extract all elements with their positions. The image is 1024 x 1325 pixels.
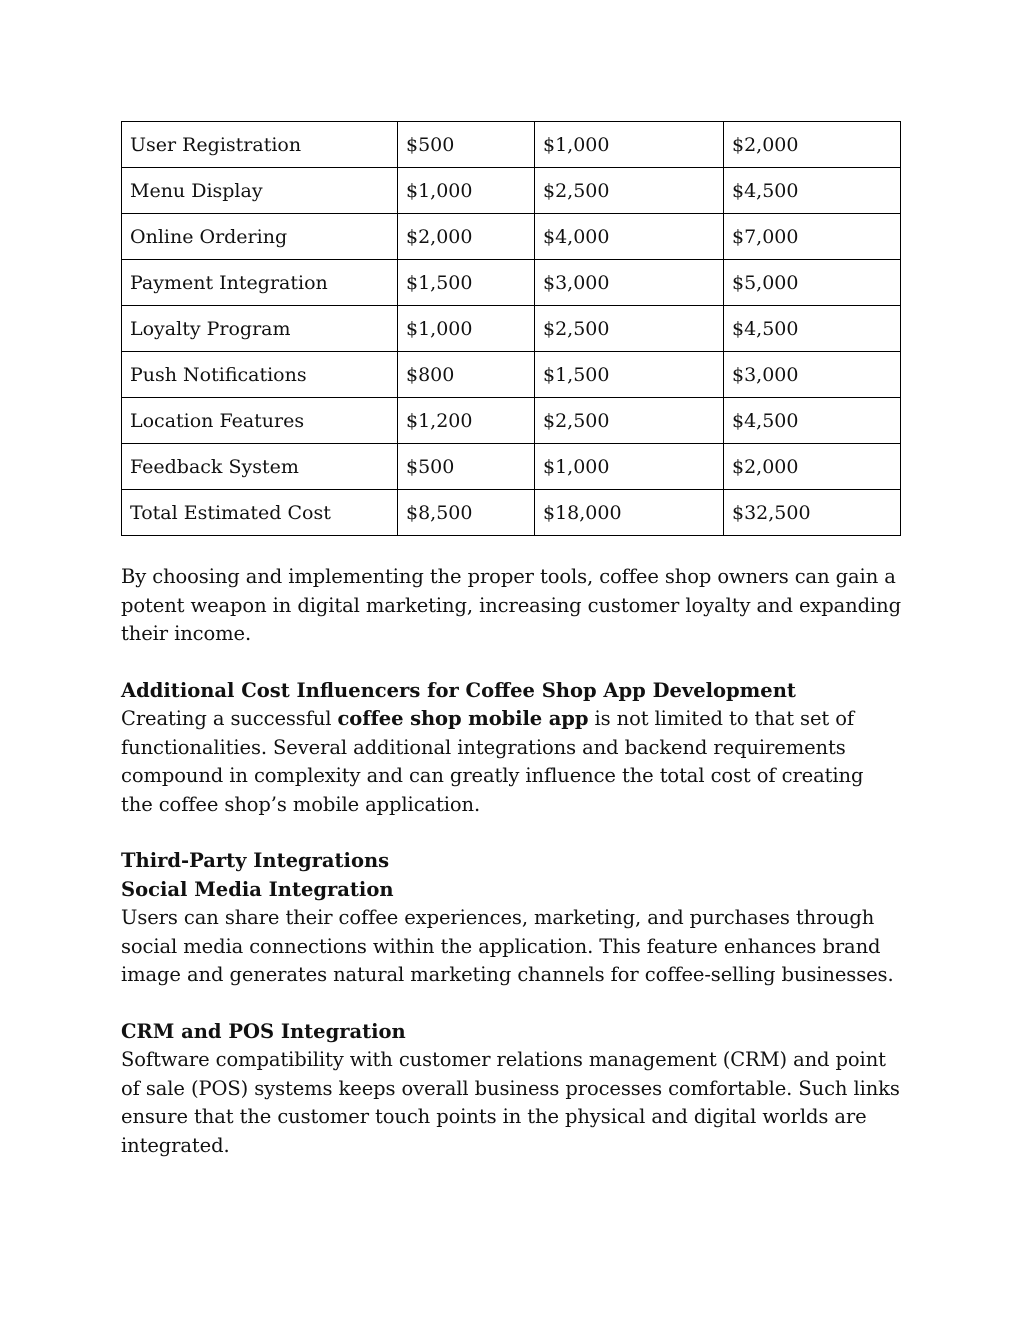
feature-cost-table <box>121 121 901 536</box>
social-media-paragraph: Users can share their coffee experiences, marketing, and purchases through social media connections within the application. This feature enhances brand image and generates natural marketing channels for coffee-selling businesses. <box>121 906 894 986</box>
table-row <box>122 398 901 444</box>
basic-cost-cell: $500 <box>398 444 535 490</box>
advanced-cost-cell: $4,500 <box>724 306 901 352</box>
table-row <box>122 214 901 260</box>
additional-cost-heading: Additional Cost Influencers for Coffee Shop App Development <box>121 678 796 702</box>
crm-pos-paragraph: Software compatibility with customer relations management (CRM) and point of sale (POS) systems keeps overall business processes comfortable. Such links ensure that the customer touch points in the physical and digital worlds are integrated. <box>121 1048 900 1157</box>
table-row <box>122 168 901 214</box>
basic-cost-cell: $1,000 <box>398 306 535 352</box>
table-row <box>122 352 901 398</box>
feature-name-cell: Online Ordering <box>122 214 398 260</box>
additional-text-before: Creating a successful <box>121 707 338 730</box>
social-media-subheading: Social Media Integration <box>121 877 394 901</box>
table-row <box>122 306 901 352</box>
advanced-cost-cell: $2,000 <box>724 122 901 168</box>
total-advanced-cell: $32,500 <box>724 490 901 536</box>
total-label-cell: Total Estimated Cost <box>122 490 398 536</box>
total-basic-cell: $8,500 <box>398 490 535 536</box>
basic-cost-cell: $800 <box>398 352 535 398</box>
mid-cost-cell: $1,500 <box>535 352 724 398</box>
third-party-section <box>121 847 901 990</box>
additional-cost-paragraph <box>121 705 901 819</box>
mid-cost-cell: $4,000 <box>535 214 724 260</box>
feature-name-cell: Menu Display <box>122 168 398 214</box>
crm-pos-section <box>121 1018 901 1161</box>
basic-cost-cell: $1,200 <box>398 398 535 444</box>
feature-name-cell: User Registration <box>122 122 398 168</box>
feature-name-cell: Feedback System <box>122 444 398 490</box>
advanced-cost-cell: $2,000 <box>724 444 901 490</box>
basic-cost-cell: $500 <box>398 122 535 168</box>
feature-name-cell: Loyalty Program <box>122 306 398 352</box>
table-row <box>122 444 901 490</box>
mid-cost-cell: $2,500 <box>535 168 724 214</box>
mid-cost-cell: $2,500 <box>535 306 724 352</box>
intro-paragraph: By choosing and implementing the proper tools, coffee shop owners can gain a potent weapon in digital marketing, increasing customer loyalty and expanding their income. <box>121 565 902 645</box>
basic-cost-cell: $1,500 <box>398 260 535 306</box>
mid-cost-cell: $1,000 <box>535 122 724 168</box>
additional-cost-section <box>121 677 901 820</box>
mid-cost-cell: $2,500 <box>535 398 724 444</box>
advanced-cost-cell: $4,500 <box>724 168 901 214</box>
feature-name-cell: Push Notifications <box>122 352 398 398</box>
mid-cost-cell: $3,000 <box>535 260 724 306</box>
advanced-cost-cell: $3,000 <box>724 352 901 398</box>
advanced-cost-cell: $4,500 <box>724 398 901 444</box>
feature-name-cell: Payment Integration <box>122 260 398 306</box>
additional-text-after: is not limited to that set of functionalities. Several additional integrations and backend requirements compound in complexity and can greatly influence the total cost of creating the coffee shop’s mobile application. <box>121 707 864 816</box>
feature-name-cell: Location Features <box>122 398 398 444</box>
advanced-cost-cell: $7,000 <box>724 214 901 260</box>
document-page <box>121 121 901 1160</box>
table-row-total <box>122 490 901 536</box>
table-row <box>122 122 901 168</box>
mid-cost-cell: $1,000 <box>535 444 724 490</box>
table-row <box>122 260 901 306</box>
crm-pos-heading: CRM and POS Integration <box>121 1019 406 1043</box>
coffee-shop-app-bold-phrase: coffee shop mobile app <box>337 707 589 730</box>
third-party-heading: Third-Party Integrations <box>121 849 390 872</box>
total-mid-cell: $18,000 <box>535 490 724 536</box>
basic-cost-cell: $2,000 <box>398 214 535 260</box>
advanced-cost-cell: $5,000 <box>724 260 901 306</box>
basic-cost-cell: $1,000 <box>398 168 535 214</box>
